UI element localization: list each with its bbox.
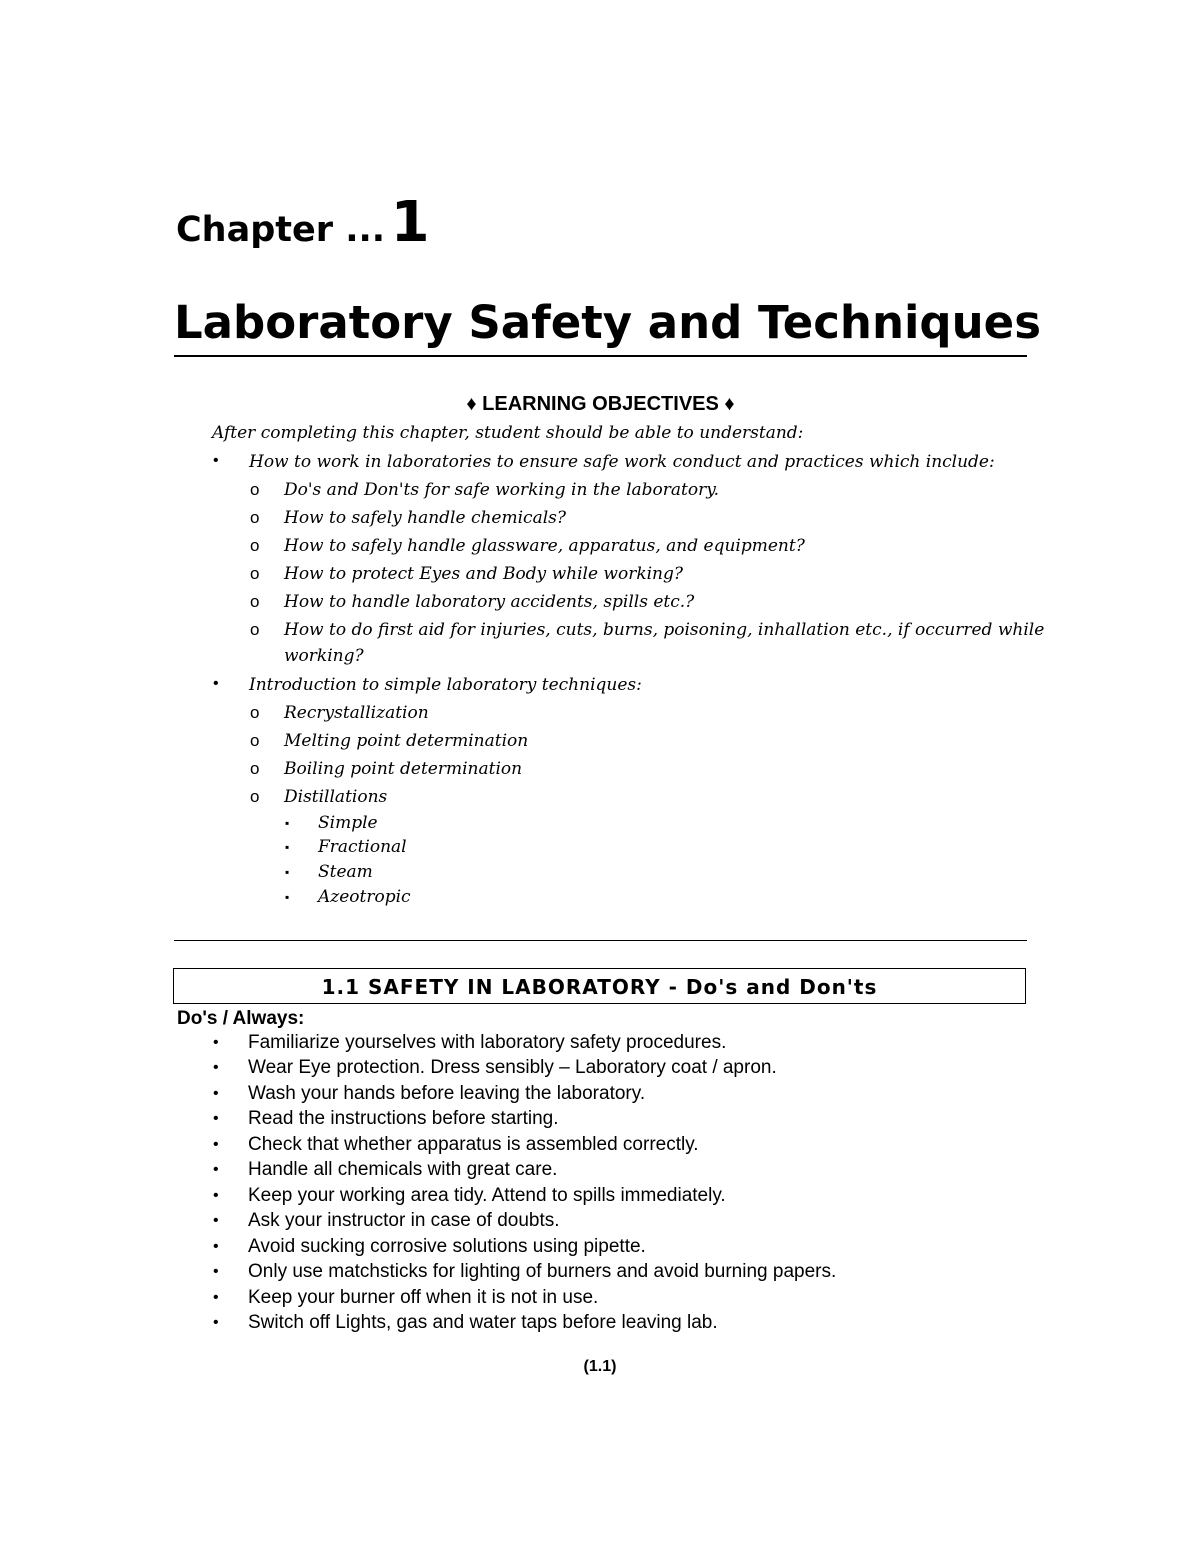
bullet-marker: • (213, 1110, 219, 1128)
objective-text: Do's and Don'ts for safe working in the laboratory. (284, 480, 719, 500)
objective-text: Recrystallization (284, 703, 429, 723)
bullet-marker: ▪ (285, 890, 290, 904)
bullet-marker: • (213, 1059, 219, 1077)
bullet-marker: • (213, 1135, 219, 1153)
bullet-marker: o (250, 787, 260, 806)
bullet-marker: • (213, 1288, 219, 1306)
bullet-marker: • (213, 1263, 219, 1281)
objective-text: How to safely handle chemicals? (284, 508, 566, 528)
bullet-marker: • (213, 1212, 219, 1230)
objective-text: Introduction to simple laboratory techniques: (249, 675, 642, 695)
objective-text: How to handle laboratory accidents, spills etc.? (284, 592, 695, 612)
bullet-marker: • (213, 1161, 219, 1179)
dos-item-text: Check that whether apparatus is assembled correctly. (248, 1133, 699, 1155)
bullet-marker: • (213, 1084, 219, 1102)
dos-item-text: Keep your working area tidy. Attend to spills immediately. (248, 1184, 726, 1206)
dos-item-text: Wear Eye protection. Dress sensibly – Laboratory coat / apron. (248, 1057, 777, 1079)
bullet-marker: o (250, 564, 260, 583)
dos-item-text: Read the instructions before starting. (248, 1108, 559, 1130)
bullet-marker: o (250, 703, 260, 722)
bullet-marker: • (213, 452, 219, 469)
chapter-word: Chapter ... (176, 210, 386, 250)
bullet-marker: o (250, 536, 260, 555)
bullet-marker: • (213, 675, 219, 692)
bullet-marker: • (213, 1034, 219, 1051)
dos-item-text: Keep your burner off when it is not in use. (248, 1286, 599, 1308)
objective-text: How to safely handle glassware, apparatus, and equipment? (284, 536, 805, 556)
objective-text: Simple (318, 813, 378, 833)
bullet-marker: • (213, 1186, 219, 1204)
dos-item-text: Familiarize yourselves with laboratory safety procedures. (248, 1032, 727, 1053)
bullet-marker: o (250, 731, 260, 750)
dos-item-text: Ask your instructor in case of doubts. (248, 1210, 560, 1232)
dos-item-text: Only use matchsticks for lighting of burners and avoid burning papers. (248, 1261, 837, 1283)
objective-text: Boiling point determination (284, 759, 523, 779)
objective-text: working? (284, 646, 364, 666)
learning-objectives-intro: After completing this chapter, student should be able to understand: (212, 423, 804, 443)
objective-text: Melting point determination (284, 731, 529, 751)
dos-item-text: Avoid sucking corrosive solutions using pipette. (248, 1235, 646, 1257)
bullet-marker: ▪ (285, 816, 290, 830)
dos-heading: Do's / Always: (177, 1008, 305, 1029)
objective-text: Fractional (318, 837, 407, 857)
bullet-marker: o (250, 759, 260, 778)
bullet-marker: o (250, 592, 260, 611)
page-number: (1.1) (583, 1358, 617, 1375)
chapter-number: 1 (390, 190, 430, 255)
dos-item-text: Switch off Lights, gas and water taps before leaving lab. (248, 1311, 718, 1333)
objective-text: Azeotropic (318, 887, 411, 907)
objective-text: How to do first aid for injuries, cuts, burns, poisoning, inhallation etc., if occurred while (284, 620, 1045, 640)
bullet-marker: • (213, 1237, 219, 1255)
objective-text: How to work in laboratories to ensure safe work conduct and practices which include: (249, 452, 995, 472)
objective-text: How to protect Eyes and Body while working? (284, 564, 684, 584)
chapter-label (176, 190, 430, 255)
bullet-marker: ▪ (285, 840, 290, 854)
bullet-marker: • (213, 1313, 219, 1331)
bullet-marker: o (250, 620, 260, 639)
bullet-marker: ▪ (285, 865, 290, 879)
section-heading: 1.1 SAFETY IN LABORATORY - Do's and Don'ts (321, 975, 878, 999)
section-heading-box (173, 968, 1026, 1004)
dos-item-text: Wash your hands before leaving the laboratory. (248, 1082, 646, 1104)
bullet-marker: o (250, 480, 260, 499)
learning-objectives-heading: ♦ LEARNING OBJECTIVES ♦ (466, 393, 735, 415)
page-title: Laboratory Safety and Techniques (174, 296, 1027, 357)
dos-item-text: Handle all chemicals with great care. (248, 1159, 558, 1181)
section-divider (174, 940, 1027, 941)
bullet-marker: o (250, 508, 260, 527)
objective-text: Steam (318, 862, 373, 882)
objective-text: Distillations (284, 787, 388, 807)
